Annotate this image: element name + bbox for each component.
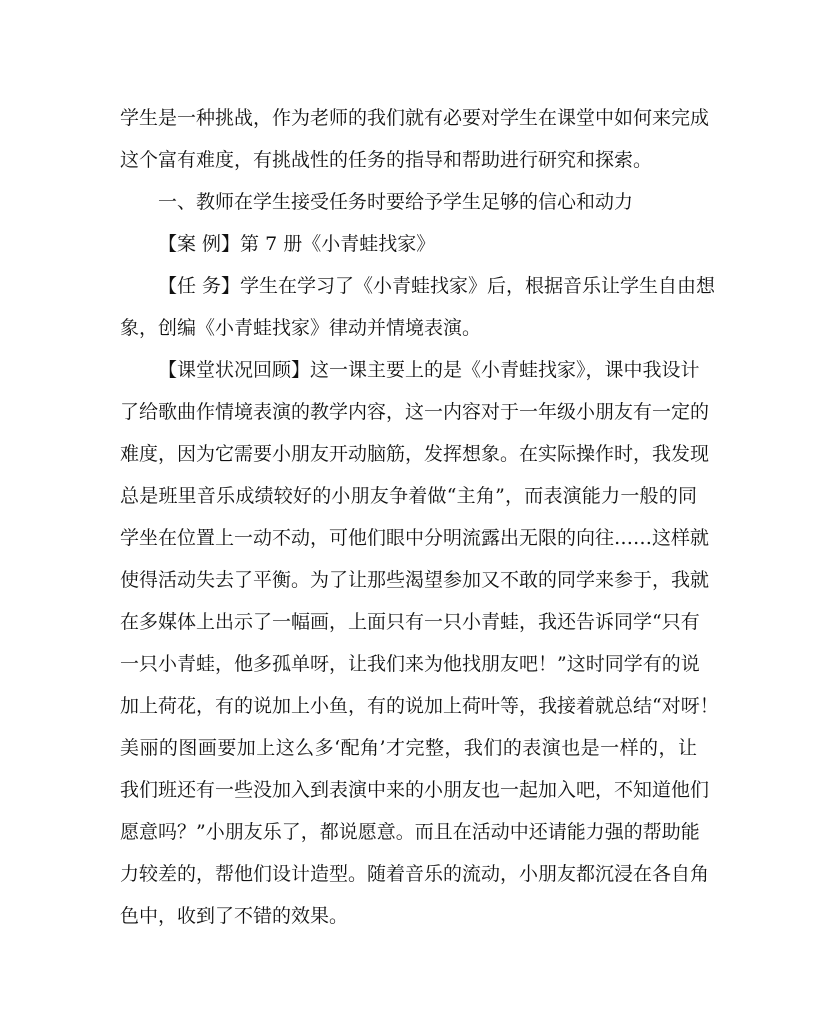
text-line: 象，创编《小青蛙找家》律动并情境表演。 xyxy=(120,317,482,339)
text-line: 加上荷花，有的说加上小鱼，有的说加上荷叶等，我接着就总结“对呀！ xyxy=(120,695,719,717)
text-line: 使得活动失去了平衡。为了让那些渴望参加又不敢的同学来参于，我就 xyxy=(120,569,710,591)
text-line: 力较差的，帮他们设计造型。随着音乐的流动，小朋友都沉浸在各自角 xyxy=(120,863,710,885)
case-label: 【案 例】第 7 册《小青蛙找家》 xyxy=(158,233,436,255)
review-label: 【课堂状况回顾】这一课主要上的是《小青蛙找家》，课中我设计 xyxy=(158,359,700,381)
task-label: 【任 务】学生在学习了《小青蛙找家》后，根据音乐让学生自由想 xyxy=(158,275,716,297)
text-line: 我们班还有一些没加入到表演中来的小朋友也一起加入吧，不知道他们 xyxy=(120,779,710,801)
section-heading: 一、教师在学生接受任务时要给予学生足够的信心和动力 xyxy=(158,191,634,213)
text-line: 美丽的图画要加上这么多‘配角’才完整，我们的表演也是一样的，让 xyxy=(120,737,697,759)
text-line: 这个富有难度，有挑战性的任务的指导和帮助进行研究和探索。 xyxy=(120,149,653,171)
text-line: 学生是一种挑战，作为老师的我们就有必要对学生在课堂中如何来完成 xyxy=(120,107,710,129)
text-line: 了给歌曲作情境表演的教学内容，这一内容对于一年级小朋友有一定的 xyxy=(120,401,710,423)
text-line: 在多媒体上出示了一幅画，上面只有一只小青蛙，我还告诉同学“只有 xyxy=(120,611,700,633)
text-line: 愿意吗？”小朋友乐了，都说愿意。而且在活动中还请能力强的帮助能 xyxy=(120,821,700,843)
text-line: 色中，收到了不错的效果。 xyxy=(120,905,349,927)
text-line: 学坐在位置上一动不动，可他们眼中分明流露出无限的向往……这样就 xyxy=(120,527,710,549)
text-line: 总是班里音乐成绩较好的小朋友争着做“主角”，而表演能力一般的同 xyxy=(120,485,697,507)
text-line: 难度，因为它需要小朋友开动脑筋，发挥想象。在实际操作时，我发现 xyxy=(120,443,710,465)
text-line: 一只小青蛙，他多孤单呀，让我们来为他找朋友吧！”这时同学有的说 xyxy=(120,653,700,675)
